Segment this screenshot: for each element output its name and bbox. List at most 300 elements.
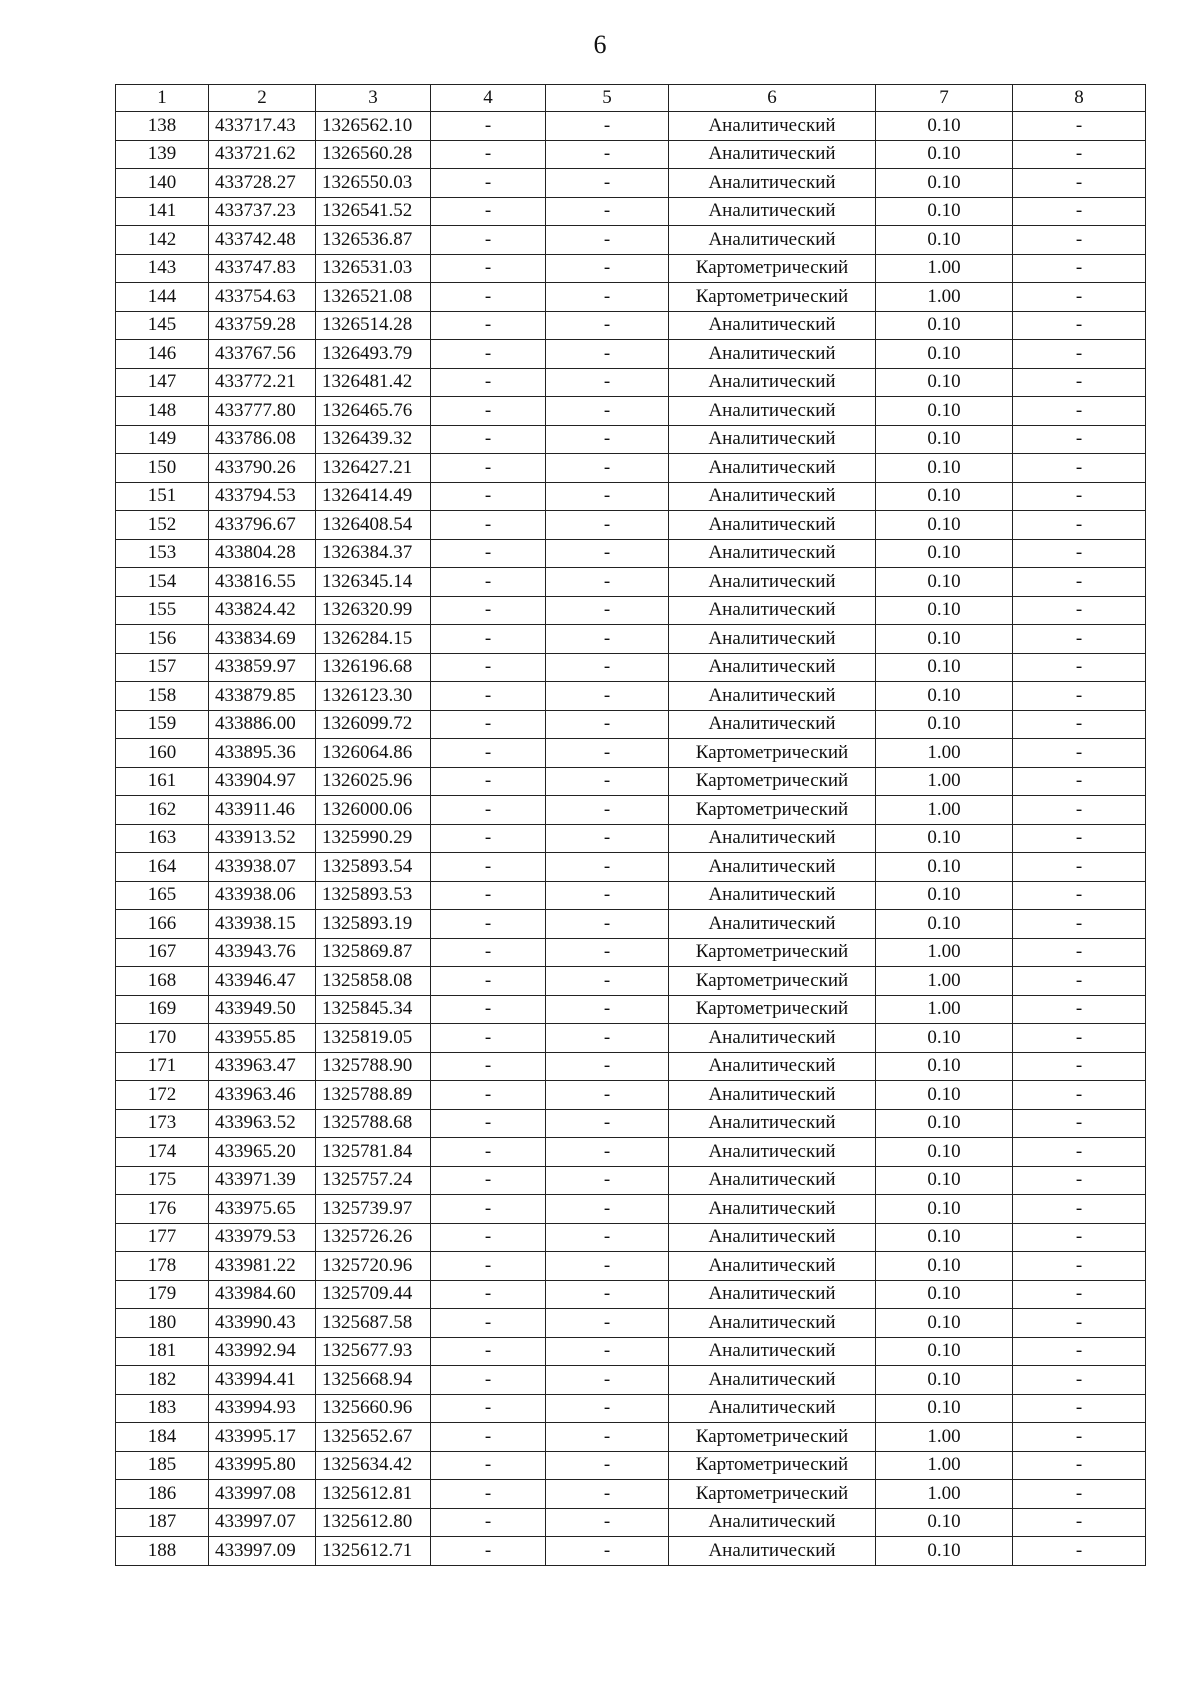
method-cell: Аналитический [669, 340, 876, 369]
x-coordinate-cell: 433946.47 [209, 967, 316, 996]
point-number-cell: 150 [116, 454, 209, 483]
table-row [116, 454, 1146, 483]
column-5-cell: - [546, 596, 669, 625]
column-4-cell: - [431, 1024, 546, 1053]
column-8-cell: - [1013, 1166, 1146, 1195]
point-number-cell: 179 [116, 1280, 209, 1309]
column-4-cell: - [431, 1109, 546, 1138]
column-4-cell: - [431, 1451, 546, 1480]
column-8-cell: - [1013, 596, 1146, 625]
x-coordinate-cell: 433754.63 [209, 283, 316, 312]
column-4-cell: - [431, 1337, 546, 1366]
accuracy-cell: 1.00 [876, 938, 1013, 967]
column-4-cell: - [431, 824, 546, 853]
point-number-cell: 149 [116, 425, 209, 454]
point-number-cell: 153 [116, 539, 209, 568]
column-8-cell: - [1013, 1366, 1146, 1395]
y-coordinate-cell: 1325677.93 [316, 1337, 431, 1366]
y-coordinate-cell: 1325668.94 [316, 1366, 431, 1395]
point-number-cell: 188 [116, 1537, 209, 1566]
method-cell: Аналитический [669, 1138, 876, 1167]
point-number-cell: 138 [116, 112, 209, 141]
y-coordinate-cell: 1325726.26 [316, 1223, 431, 1252]
accuracy-cell: 1.00 [876, 254, 1013, 283]
column-8-cell: - [1013, 1195, 1146, 1224]
column-5-cell: - [546, 1366, 669, 1395]
table-row [116, 283, 1146, 312]
accuracy-cell: 0.10 [876, 1109, 1013, 1138]
table-row [116, 397, 1146, 426]
table-row [116, 967, 1146, 996]
y-coordinate-cell: 1325819.05 [316, 1024, 431, 1053]
column-4-cell: - [431, 1309, 546, 1338]
table-row [116, 197, 1146, 226]
column-5-cell: - [546, 967, 669, 996]
column-8-cell: - [1013, 1423, 1146, 1452]
y-coordinate-cell: 1326493.79 [316, 340, 431, 369]
column-5-cell: - [546, 112, 669, 141]
table-row [116, 511, 1146, 540]
method-cell: Аналитический [669, 568, 876, 597]
column-5-cell: - [546, 311, 669, 340]
column-5-cell: - [546, 1223, 669, 1252]
y-coordinate-cell: 1325893.53 [316, 881, 431, 910]
column-8-cell: - [1013, 539, 1146, 568]
y-coordinate-cell: 1325757.24 [316, 1166, 431, 1195]
point-number-cell: 162 [116, 796, 209, 825]
y-coordinate-cell: 1326427.21 [316, 454, 431, 483]
accuracy-cell: 0.10 [876, 682, 1013, 711]
point-number-cell: 186 [116, 1480, 209, 1509]
table-row [116, 340, 1146, 369]
accuracy-cell: 0.10 [876, 1081, 1013, 1110]
point-number-cell: 147 [116, 368, 209, 397]
table-row [116, 1052, 1146, 1081]
accuracy-cell: 1.00 [876, 967, 1013, 996]
table-body [116, 112, 1146, 1566]
accuracy-cell: 0.10 [876, 226, 1013, 255]
table-row [116, 226, 1146, 255]
column-8-cell: - [1013, 739, 1146, 768]
table-row [116, 710, 1146, 739]
table-row [116, 910, 1146, 939]
method-cell: Аналитический [669, 1309, 876, 1338]
column-8-cell: - [1013, 482, 1146, 511]
x-coordinate-cell: 433772.21 [209, 368, 316, 397]
x-coordinate-cell: 433777.80 [209, 397, 316, 426]
column-5-cell: - [546, 1480, 669, 1509]
column-8-cell: - [1013, 1280, 1146, 1309]
column-4-cell: - [431, 539, 546, 568]
y-coordinate-cell: 1326550.03 [316, 169, 431, 198]
column-5-cell: - [546, 539, 669, 568]
column-5-cell: - [546, 368, 669, 397]
accuracy-cell: 0.10 [876, 140, 1013, 169]
column-header: 8 [1013, 85, 1146, 112]
accuracy-cell: 0.10 [876, 425, 1013, 454]
point-number-cell: 182 [116, 1366, 209, 1395]
point-number-cell: 187 [116, 1508, 209, 1537]
column-8-cell: - [1013, 881, 1146, 910]
x-coordinate-cell: 433965.20 [209, 1138, 316, 1167]
x-coordinate-cell: 433997.07 [209, 1508, 316, 1537]
x-coordinate-cell: 433943.76 [209, 938, 316, 967]
column-4-cell: - [431, 653, 546, 682]
table-row [116, 596, 1146, 625]
method-cell: Аналитический [669, 311, 876, 340]
accuracy-cell: 0.10 [876, 397, 1013, 426]
column-8-cell: - [1013, 710, 1146, 739]
method-cell: Аналитический [669, 1109, 876, 1138]
accuracy-cell: 0.10 [876, 311, 1013, 340]
accuracy-cell: 0.10 [876, 568, 1013, 597]
table-row [116, 140, 1146, 169]
y-coordinate-cell: 1325612.71 [316, 1537, 431, 1566]
x-coordinate-cell: 433938.06 [209, 881, 316, 910]
column-5-cell: - [546, 1423, 669, 1452]
column-5-cell: - [546, 1138, 669, 1167]
column-header: 6 [669, 85, 876, 112]
method-cell: Аналитический [669, 1394, 876, 1423]
column-4-cell: - [431, 625, 546, 654]
x-coordinate-cell: 433886.00 [209, 710, 316, 739]
method-cell: Аналитический [669, 881, 876, 910]
x-coordinate-cell: 433963.47 [209, 1052, 316, 1081]
table-row [116, 881, 1146, 910]
point-number-cell: 155 [116, 596, 209, 625]
column-8-cell: - [1013, 226, 1146, 255]
accuracy-cell: 0.10 [876, 1252, 1013, 1281]
column-5-cell: - [546, 653, 669, 682]
x-coordinate-cell: 433911.46 [209, 796, 316, 825]
column-4-cell: - [431, 1081, 546, 1110]
table-row [116, 482, 1146, 511]
column-4-cell: - [431, 454, 546, 483]
column-4-cell: - [431, 254, 546, 283]
table-row [116, 254, 1146, 283]
x-coordinate-cell: 433949.50 [209, 995, 316, 1024]
accuracy-cell: 0.10 [876, 596, 1013, 625]
column-8-cell: - [1013, 938, 1146, 967]
method-cell: Аналитический [669, 454, 876, 483]
x-coordinate-cell: 433990.43 [209, 1309, 316, 1338]
x-coordinate-cell: 433995.17 [209, 1423, 316, 1452]
method-cell: Аналитический [669, 910, 876, 939]
accuracy-cell: 0.10 [876, 910, 1013, 939]
column-5-cell: - [546, 226, 669, 255]
coordinates-table [115, 84, 1146, 1566]
method-cell: Аналитический [669, 140, 876, 169]
table-row [116, 1423, 1146, 1452]
column-5-cell: - [546, 482, 669, 511]
method-cell: Аналитический [669, 1537, 876, 1566]
x-coordinate-cell: 433963.52 [209, 1109, 316, 1138]
table-row [116, 1508, 1146, 1537]
accuracy-cell: 0.10 [876, 625, 1013, 654]
x-coordinate-cell: 433995.80 [209, 1451, 316, 1480]
column-5-cell: - [546, 340, 669, 369]
column-5-cell: - [546, 283, 669, 312]
y-coordinate-cell: 1326284.15 [316, 625, 431, 654]
column-8-cell: - [1013, 1223, 1146, 1252]
column-8-cell: - [1013, 1394, 1146, 1423]
column-5-cell: - [546, 169, 669, 198]
column-5-cell: - [546, 1252, 669, 1281]
x-coordinate-cell: 433938.15 [209, 910, 316, 939]
column-8-cell: - [1013, 853, 1146, 882]
method-cell: Аналитический [669, 368, 876, 397]
x-coordinate-cell: 433904.97 [209, 767, 316, 796]
column-8-cell: - [1013, 1337, 1146, 1366]
point-number-cell: 143 [116, 254, 209, 283]
column-4-cell: - [431, 197, 546, 226]
column-5-cell: - [546, 682, 669, 711]
column-5-cell: - [546, 568, 669, 597]
table-row [116, 1252, 1146, 1281]
y-coordinate-cell: 1325869.87 [316, 938, 431, 967]
table-row [116, 1394, 1146, 1423]
point-number-cell: 159 [116, 710, 209, 739]
column-5-cell: - [546, 511, 669, 540]
x-coordinate-cell: 433728.27 [209, 169, 316, 198]
x-coordinate-cell: 433979.53 [209, 1223, 316, 1252]
y-coordinate-cell: 1326560.28 [316, 140, 431, 169]
column-5-cell: - [546, 1508, 669, 1537]
table-row [116, 1081, 1146, 1110]
column-4-cell: - [431, 1508, 546, 1537]
table-row [116, 568, 1146, 597]
y-coordinate-cell: 1325612.81 [316, 1480, 431, 1509]
y-coordinate-cell: 1325893.54 [316, 853, 431, 882]
column-header: 4 [431, 85, 546, 112]
table-row [116, 625, 1146, 654]
point-number-cell: 139 [116, 140, 209, 169]
column-4-cell: - [431, 425, 546, 454]
table-row [116, 653, 1146, 682]
point-number-cell: 140 [116, 169, 209, 198]
column-4-cell: - [431, 1366, 546, 1395]
column-5-cell: - [546, 853, 669, 882]
column-4-cell: - [431, 1537, 546, 1566]
point-number-cell: 175 [116, 1166, 209, 1195]
method-cell: Аналитический [669, 1166, 876, 1195]
column-8-cell: - [1013, 425, 1146, 454]
column-5-cell: - [546, 938, 669, 967]
accuracy-cell: 0.10 [876, 368, 1013, 397]
accuracy-cell: 0.10 [876, 454, 1013, 483]
column-4-cell: - [431, 995, 546, 1024]
method-cell: Аналитический [669, 482, 876, 511]
page-number: 6 [593, 30, 607, 59]
column-8-cell: - [1013, 197, 1146, 226]
y-coordinate-cell: 1325845.34 [316, 995, 431, 1024]
column-8-cell: - [1013, 454, 1146, 483]
y-coordinate-cell: 1326514.28 [316, 311, 431, 340]
column-5-cell: - [546, 710, 669, 739]
column-8-cell: - [1013, 1081, 1146, 1110]
y-coordinate-cell: 1325788.68 [316, 1109, 431, 1138]
x-coordinate-cell: 433997.08 [209, 1480, 316, 1509]
table-row [116, 368, 1146, 397]
column-8-cell: - [1013, 112, 1146, 141]
y-coordinate-cell: 1325739.97 [316, 1195, 431, 1224]
method-cell: Аналитический [669, 653, 876, 682]
accuracy-cell: 0.10 [876, 1309, 1013, 1338]
column-8-cell: - [1013, 368, 1146, 397]
table-row [116, 1366, 1146, 1395]
accuracy-cell: 0.10 [876, 1337, 1013, 1366]
column-5-cell: - [546, 739, 669, 768]
column-5-cell: - [546, 1195, 669, 1224]
point-number-cell: 146 [116, 340, 209, 369]
point-number-cell: 164 [116, 853, 209, 882]
y-coordinate-cell: 1326320.99 [316, 596, 431, 625]
point-number-cell: 145 [116, 311, 209, 340]
table-row [116, 938, 1146, 967]
point-number-cell: 171 [116, 1052, 209, 1081]
column-4-cell: - [431, 1280, 546, 1309]
table-row [116, 1024, 1146, 1053]
point-number-cell: 163 [116, 824, 209, 853]
accuracy-cell: 0.10 [876, 1166, 1013, 1195]
accuracy-cell: 0.10 [876, 340, 1013, 369]
method-cell: Аналитический [669, 1052, 876, 1081]
point-number-cell: 141 [116, 197, 209, 226]
point-number-cell: 176 [116, 1195, 209, 1224]
column-8-cell: - [1013, 1480, 1146, 1509]
y-coordinate-cell: 1326025.96 [316, 767, 431, 796]
table-row [116, 112, 1146, 141]
point-number-cell: 156 [116, 625, 209, 654]
y-coordinate-cell: 1325612.80 [316, 1508, 431, 1537]
method-cell: Картометрический [669, 767, 876, 796]
method-cell: Аналитический [669, 1366, 876, 1395]
table-row [116, 1451, 1146, 1480]
method-cell: Аналитический [669, 824, 876, 853]
column-8-cell: - [1013, 967, 1146, 996]
table-row [116, 767, 1146, 796]
column-4-cell: - [431, 739, 546, 768]
column-4-cell: - [431, 1052, 546, 1081]
point-number-cell: 180 [116, 1309, 209, 1338]
y-coordinate-cell: 1325634.42 [316, 1451, 431, 1480]
table-row [116, 796, 1146, 825]
y-coordinate-cell: 1326000.06 [316, 796, 431, 825]
table-row [116, 311, 1146, 340]
column-4-cell: - [431, 340, 546, 369]
column-8-cell: - [1013, 995, 1146, 1024]
method-cell: Картометрический [669, 995, 876, 1024]
column-4-cell: - [431, 1223, 546, 1252]
column-8-cell: - [1013, 1537, 1146, 1566]
x-coordinate-cell: 433747.83 [209, 254, 316, 283]
y-coordinate-cell: 1326384.37 [316, 539, 431, 568]
column-4-cell: - [431, 112, 546, 141]
y-coordinate-cell: 1325652.67 [316, 1423, 431, 1452]
point-number-cell: 169 [116, 995, 209, 1024]
method-cell: Аналитический [669, 682, 876, 711]
point-number-cell: 165 [116, 881, 209, 910]
x-coordinate-cell: 433794.53 [209, 482, 316, 511]
method-cell: Аналитический [669, 1280, 876, 1309]
column-8-cell: - [1013, 796, 1146, 825]
method-cell: Картометрический [669, 1451, 876, 1480]
accuracy-cell: 0.10 [876, 824, 1013, 853]
method-cell: Аналитический [669, 1195, 876, 1224]
column-4-cell: - [431, 568, 546, 597]
accuracy-cell: 1.00 [876, 995, 1013, 1024]
point-number-cell: 184 [116, 1423, 209, 1452]
column-4-cell: - [431, 1195, 546, 1224]
accuracy-cell: 0.10 [876, 1366, 1013, 1395]
x-coordinate-cell: 433834.69 [209, 625, 316, 654]
method-cell: Аналитический [669, 397, 876, 426]
method-cell: Аналитический [669, 596, 876, 625]
accuracy-cell: 1.00 [876, 1423, 1013, 1452]
method-cell: Аналитический [669, 1252, 876, 1281]
column-header: 3 [316, 85, 431, 112]
column-5-cell: - [546, 1109, 669, 1138]
column-5-cell: - [546, 1309, 669, 1338]
y-coordinate-cell: 1326465.76 [316, 397, 431, 426]
column-8-cell: - [1013, 511, 1146, 540]
y-coordinate-cell: 1325781.84 [316, 1138, 431, 1167]
column-4-cell: - [431, 938, 546, 967]
column-8-cell: - [1013, 1138, 1146, 1167]
point-number-cell: 154 [116, 568, 209, 597]
y-coordinate-cell: 1325893.19 [316, 910, 431, 939]
point-number-cell: 181 [116, 1337, 209, 1366]
x-coordinate-cell: 433975.65 [209, 1195, 316, 1224]
x-coordinate-cell: 433824.42 [209, 596, 316, 625]
column-4-cell: - [431, 910, 546, 939]
column-5-cell: - [546, 1337, 669, 1366]
column-8-cell: - [1013, 682, 1146, 711]
column-8-cell: - [1013, 340, 1146, 369]
method-cell: Аналитический [669, 625, 876, 654]
column-5-cell: - [546, 1024, 669, 1053]
x-coordinate-cell: 433737.23 [209, 197, 316, 226]
column-8-cell: - [1013, 1024, 1146, 1053]
y-coordinate-cell: 1326531.03 [316, 254, 431, 283]
column-4-cell: - [431, 140, 546, 169]
column-4-cell: - [431, 1166, 546, 1195]
method-cell: Картометрический [669, 283, 876, 312]
column-header: 5 [546, 85, 669, 112]
column-4-cell: - [431, 511, 546, 540]
column-header: 7 [876, 85, 1013, 112]
table-row [116, 995, 1146, 1024]
table-header-row [116, 85, 1146, 112]
column-4-cell: - [431, 596, 546, 625]
accuracy-cell: 0.10 [876, 197, 1013, 226]
x-coordinate-cell: 433997.09 [209, 1537, 316, 1566]
column-5-cell: - [546, 995, 669, 1024]
accuracy-cell: 1.00 [876, 739, 1013, 768]
accuracy-cell: 0.10 [876, 511, 1013, 540]
accuracy-cell: 1.00 [876, 283, 1013, 312]
column-5-cell: - [546, 1081, 669, 1110]
table-row [116, 1480, 1146, 1509]
method-cell: Картометрический [669, 1480, 876, 1509]
method-cell: Аналитический [669, 112, 876, 141]
x-coordinate-cell: 433994.41 [209, 1366, 316, 1395]
x-coordinate-cell: 433742.48 [209, 226, 316, 255]
column-5-cell: - [546, 625, 669, 654]
accuracy-cell: 0.10 [876, 1394, 1013, 1423]
column-4-cell: - [431, 169, 546, 198]
point-number-cell: 152 [116, 511, 209, 540]
